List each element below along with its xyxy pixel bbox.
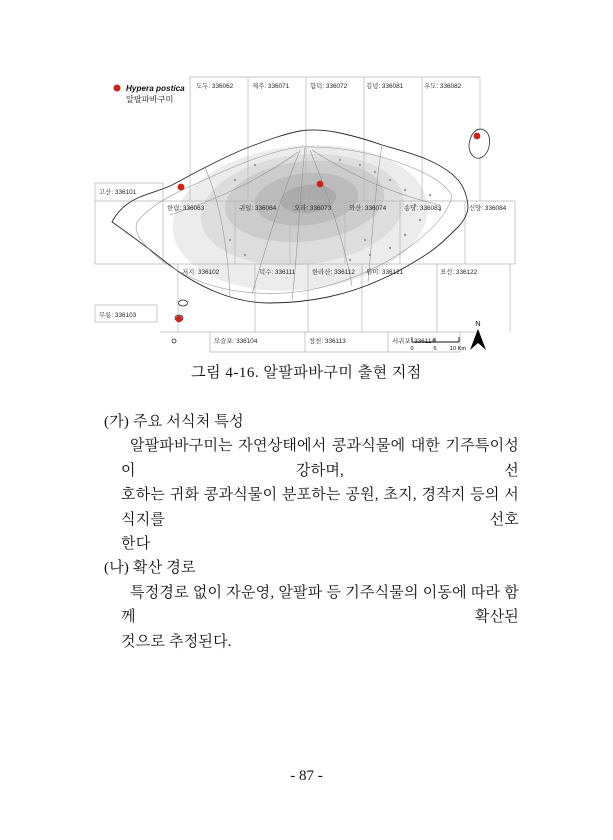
scale-label-0: 0 [410, 346, 414, 352]
legend-species-korean: 알팔파바구미 [126, 95, 174, 104]
figure-caption: 그림 4-16. 알팔파바구미 출현 지점 [191, 365, 422, 381]
section-heading-na: (나) 확산 경로 [104, 560, 196, 577]
jeju-occurrence-map [0, 0, 613, 395]
map-legend [114, 84, 186, 104]
legend-species-latin: Hypera postica [126, 84, 185, 93]
map-sheet-label: 서귀포: 336114 [392, 338, 435, 345]
occurrence-dot [317, 181, 324, 188]
map-sheet-label: 덕수: 336111 [259, 269, 296, 276]
occurrence-dot [176, 316, 183, 323]
map-sheet-label: 제주: 336071 [252, 83, 290, 90]
map-sheet-label: 무릉: 336103 [99, 312, 137, 319]
udo-islet [469, 129, 490, 158]
north-label: N [475, 319, 481, 328]
small-islet [172, 339, 176, 343]
occurrence-dot [178, 184, 185, 191]
map-sheet-label: 저지: 336102 [182, 269, 220, 276]
paragraph-line: 알팔파바구미는 자연상태에서 콩과식물에 대한 기주특이성이 강하며, 선 [121, 438, 519, 479]
map-sheet-label: 도두: 336062 [196, 83, 234, 90]
paragraph-line: 특정경로 없이 자운영, 알팔파 등 기주식물의 이동에 따라 함께 확산된 [121, 584, 519, 626]
legend-marker-icon [114, 85, 121, 92]
map-sheet-label: 신양: 336084 [469, 205, 507, 212]
body-text [104, 410, 519, 654]
map-sheet-label: 한라산: 336112 [312, 269, 355, 276]
map-sheet-label: 귀일: 336064 [239, 205, 277, 212]
page-number: - 87 - [290, 768, 323, 784]
map-sheet-label: 창천: 336113 [309, 338, 346, 345]
scale-label-5: 5 [433, 346, 437, 352]
paragraph-line: 호하는 귀화 콩과식물이 분포하는 공원, 초지, 경작지 등의 서식지를 선호 [121, 487, 519, 528]
map-sheet-label: 고산: 336101 [99, 189, 137, 196]
map-sheet-label: 위미: 336121 [366, 269, 404, 276]
map-sheet-label: 표선: 336122 [440, 269, 478, 276]
map-sheet-label: 와산: 336074 [349, 205, 387, 212]
paragraph-line: 한다 [121, 536, 151, 553]
occurrence-dot [474, 133, 481, 140]
map-sheet-label: 함덕: 336072 [310, 83, 348, 90]
map-sheet-label: 한림: 336063 [167, 205, 205, 212]
paragraph-line: 것으로 추정된다. [121, 633, 232, 650]
map-sheet-label: 김녕: 336081 [366, 83, 404, 90]
scale-label-10km: 10 Km [449, 346, 467, 352]
jeju-coastline [112, 130, 468, 303]
map-sheet-label: 송당: 336083 [404, 205, 442, 212]
map-sheet-label: 우도: 336082 [424, 83, 462, 90]
map-sheet-label: 모슬포: 336104 [214, 338, 258, 345]
section-heading-ga: (가) 주요 서식처 특성 [104, 414, 244, 430]
map-sheet-label: 오라: 336073 [294, 205, 332, 212]
small-islet [179, 300, 188, 306]
